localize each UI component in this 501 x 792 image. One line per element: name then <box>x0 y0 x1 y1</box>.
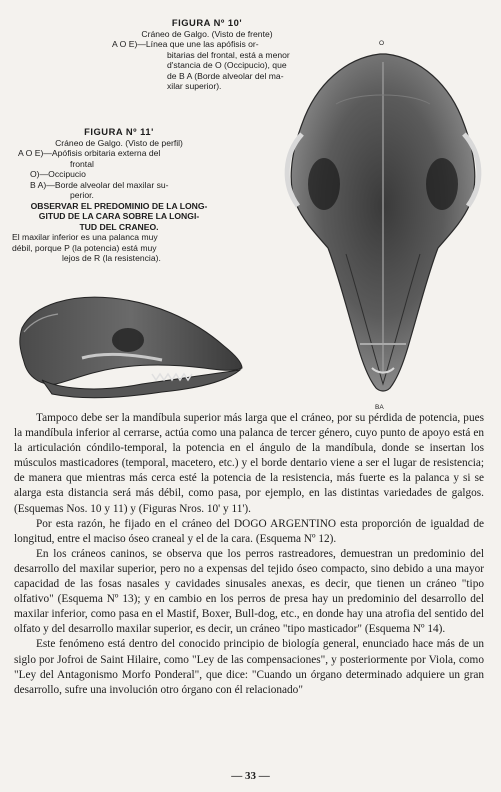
figure-11-emphasis: OBSERVAR EL PREDOMINIO DE LA LONG- <box>30 200 208 211</box>
figure-11-emphasis: GITUD DE LA CARA SOBRE LA LONGI- <box>38 211 200 221</box>
figure-11-note: El maxilar inferior es una palanca muy <box>12 232 158 242</box>
figure-11-line: perior. <box>70 190 94 200</box>
figure-10-line: xilar superior). <box>167 81 222 91</box>
figure-10-subtitle: Cráneo de Galgo. (Visto de frente) <box>141 28 273 39</box>
figure-11-caption <box>12 127 226 264</box>
paragraph: Tampoco debe ser la mandíbula superior más larga que el cráneo, por su pérdida de potencia, pues la mandíbula inferior al cerrarse, actúa como una palanca de tercer género, cuyo punto de apoyo está en la articulación cóndilo-temporal, la potencia en el ángulo de la mandíbula, donde se insertan los músculos masticadores (temporal, macetero, etc.) y el borde dentario viene a ser el lugar de resistencia; de manera que mientras más cerca esté la potencia de la resistencia, más fuerte es la palanca y si se alarga esta distancia será más débil, como pasa, por ejemplo, en las distintas variedades de galgos. (Esquemas Nos. 10 y 11) y (Figuras Nros. 10' y 11'). <box>14 412 484 515</box>
figure-11-line: B A)—Borde alveolar del maxilar su- <box>30 179 169 190</box>
skull-profile-view-image <box>12 288 250 404</box>
figure-11-subtitle: Cráneo de Galgo. (Visto de perfil) <box>55 137 183 148</box>
figure-11-line: A O E)—Apófisis orbitaria externa del <box>18 148 161 158</box>
paragraph: Por esta razón, he fijado en el cráneo del DOGO ARGENTINO esta proporción de igualdad de longitud, entre el maciso óseo craneal y el de la cara. (Esquema Nº 12). <box>14 517 484 545</box>
paragraph: En los cráneos caninos, se observa que los perros rastreadores, demuestran un predominio del desarrollo del maxilar superior, pero no a expensas del tejido óseo compacto, sino debido a una mayor capacidad de las fosas nasales y cavidades sinusales anexas, es decir, que tienen un cráneo "tipo olfativo" (Esquema Nº 13); y en cambio en los perros de presa hay un predominio del desarrollo del maxilar inferior, como pasa en el Mastif, Boxer, Bull-dog, etc., en donde hay una atrofia del sentido del olfato y del desarrollo maxilar superior, es decir, un cráneo "tipo masticador" (Esquema Nº 14). <box>14 547 484 636</box>
figure-11-note: débil, porque P (la potencia) está muy <box>12 242 157 253</box>
paragraph: Este fenómeno está dentro del conocido principio de biología general, enunciado hace más de un siglo por Jofroi de Saint Hilaire, como "Ley de las compensaciones", y posteriormente por Viola, como "Ley del Antagonismo Morfo Ponderal", que dice: "Cuando un órgano determinado adquiere un gran desarrollo, sufre una involución otro órgano con él relacionado" <box>14 638 484 696</box>
figure-10-line: bitarias del frontal, está a menor <box>167 49 290 60</box>
figure-10-caption <box>112 18 302 92</box>
figure-11-title: FIGURA Nº 11' <box>84 126 154 137</box>
skull-front-view-image <box>276 40 490 414</box>
figure-11-line: O)—Occipucio <box>30 169 86 179</box>
figure-10-line: de B A (Borde alveolar del ma- <box>167 70 284 81</box>
figure-11-note: lejos de R (la resistencia). <box>62 253 161 263</box>
figure-11-line: frontal <box>70 158 94 169</box>
body-text <box>14 411 484 698</box>
figure-10-line: A O E)—Línea que une las apófisis or- <box>112 39 259 49</box>
label-borde-alveolar: BA <box>375 404 384 411</box>
page-number: — 33 — <box>231 770 270 782</box>
figure-11-emphasis: TUD DEL CRANEO. <box>79 221 159 232</box>
figure-10-title: FIGURA Nº 10' <box>171 17 243 28</box>
figure-10-line: d'stancia de O (Occipucio), que <box>167 60 287 70</box>
label-occipucio: O <box>379 40 385 47</box>
